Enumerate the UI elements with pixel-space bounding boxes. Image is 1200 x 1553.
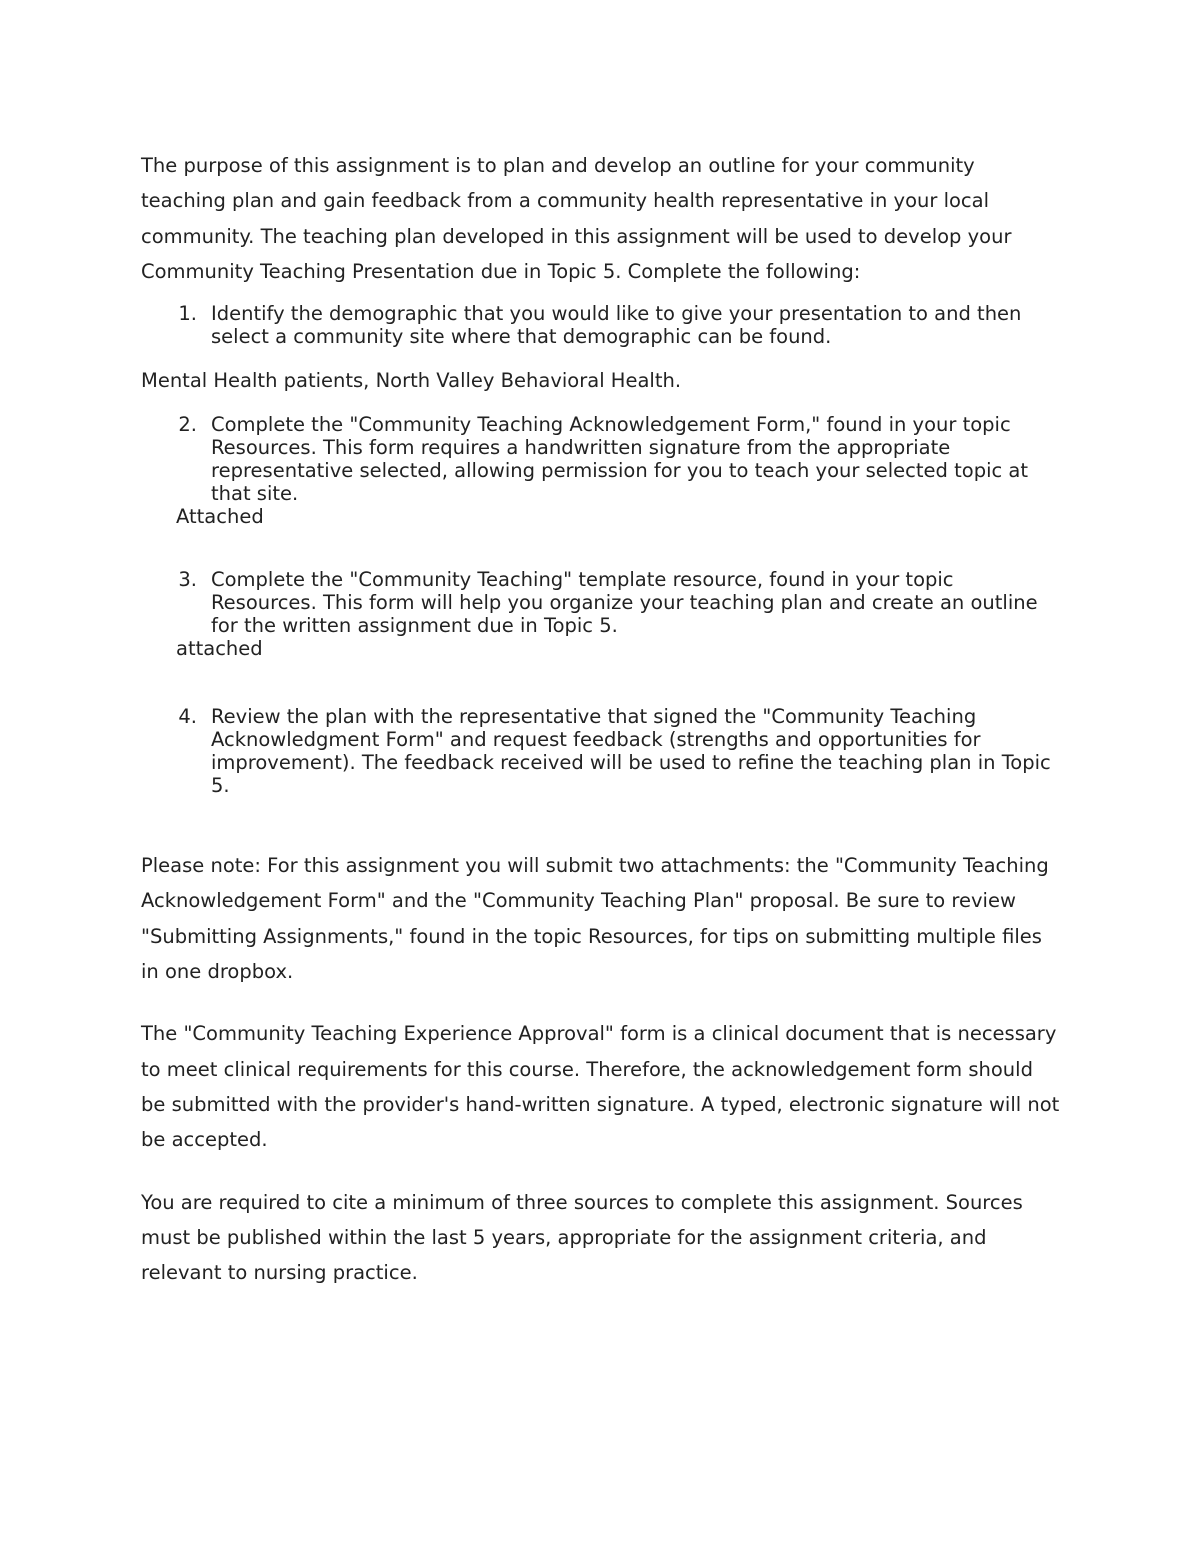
- list-item: [141, 568, 1061, 637]
- list-item-number: 4.: [178, 705, 197, 729]
- list-item-text: Complete the "Community Teaching" template resource, found in your topic Resources. This form will help you organize your teaching plan and create an outline for the written assignment due in Topic 5.: [211, 568, 1038, 638]
- list-item: [141, 705, 1061, 797]
- steps-list-2: [141, 413, 1061, 505]
- demographic-answer: Mental Health patients, North Valley Behavioral Health.: [141, 369, 682, 393]
- note-paragraph: Please note: For this assignment you will submit two attachments: the "Community Teaching Acknowledgement Form" and the "Community Teaching Plan" proposal. Be sure to review "Submitting Assignments," found in the topic Resources, for tips on submitting multiple files in one dropbox.: [141, 854, 1049, 984]
- list-item: [141, 302, 1061, 348]
- list-item-text: Identify the demographic that you would like to give your presentation to and then select a community site where that demographic can be found.: [211, 302, 1022, 349]
- list-item-number: 2.: [178, 413, 197, 437]
- steps-list-1: [141, 302, 1061, 348]
- list-item-text: Review the plan with the representative that signed the "Community Teaching Acknowledgment Form" and request feedback (strengths and opportunities for improvement). The feedback received will be used to refine the teaching plan in Topic 5.: [211, 705, 1051, 798]
- steps-list-3: [141, 568, 1061, 637]
- document-page: [141, 148, 1061, 1290]
- approval-paragraph: The "Community Teaching Experience Approval" form is a clinical document that is necessary to meet clinical requirements for this course. Therefore, the acknowledgement form should be submitted with the provider's hand-written signature. A typed, electronic signature will not be accepted.: [141, 1022, 1060, 1152]
- list-item-number: 1.: [178, 302, 197, 326]
- list-item-text: Complete the "Community Teaching Acknowledgement Form," found in your topic Resources. This form requires a handwritten signature from the appropriate representative selected, allowing permission for you to teach your selected topic at that site.: [211, 413, 1029, 506]
- step-3-note: attached: [176, 637, 263, 661]
- steps-list-4: [141, 705, 1061, 797]
- sources-paragraph: You are required to cite a minimum of three sources to complete this assignment. Sources must be published within the last 5 years, appropriate for the assignment criteria, and relevant to nursing practice.: [141, 1190, 1023, 1285]
- step-2-note: Attached: [176, 505, 264, 529]
- list-item: [141, 413, 1061, 505]
- intro-paragraph: The purpose of this assignment is to plan and develop an outline for your community teaching plan and gain feedback from a community health representative in your local community. The teaching plan developed in this assignment will be used to develop your Community Teaching Presentation due in Topic 5. Complete the following:: [141, 154, 1012, 283]
- list-item-number: 3.: [178, 568, 197, 592]
